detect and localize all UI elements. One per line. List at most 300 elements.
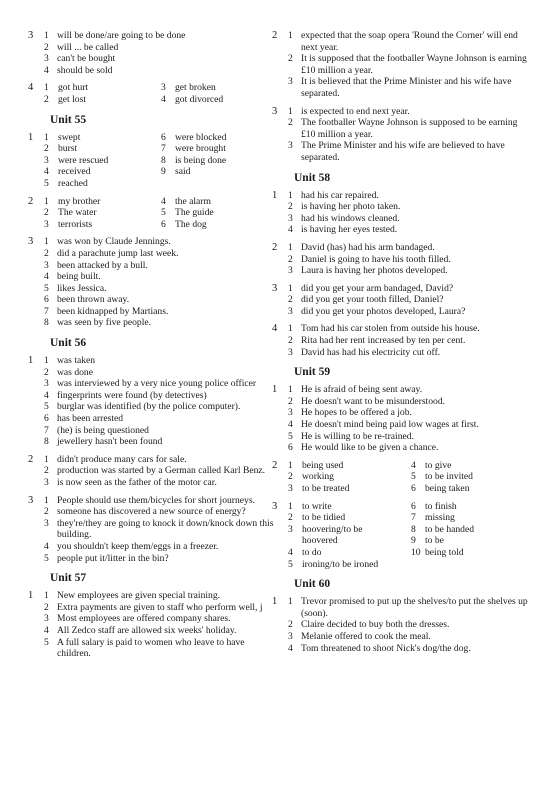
answer-number: 2 — [44, 143, 49, 155]
answer-item — [288, 76, 534, 99]
answer-item — [44, 553, 278, 565]
answer-number: 2 — [288, 619, 293, 631]
answer-text: was seen by five people. — [57, 317, 152, 329]
unit-heading: Unit 56 — [50, 337, 87, 350]
answer-item — [44, 590, 278, 602]
answer-item — [288, 384, 534, 396]
answer-number: 2 — [44, 506, 49, 518]
answer-text: jewellery hasn't been found — [57, 436, 163, 448]
answer-text: had his windows cleaned. — [301, 212, 400, 224]
answer-item — [44, 378, 278, 390]
answer-number: 5 — [44, 401, 49, 413]
answer-number: 4 — [44, 389, 49, 401]
answer-item — [288, 431, 534, 443]
answer-number: 5 — [288, 430, 293, 442]
answer-text: Trevor promised to put up the shelves/to put the shelves up (soon). — [301, 596, 528, 619]
answer-text: is having her eyes tested. — [301, 224, 398, 236]
answer-text: terrorists — [58, 218, 93, 230]
answer-text: to be treated — [302, 483, 350, 494]
answer-number: 3 — [44, 259, 49, 271]
answer-item — [288, 106, 534, 118]
answer-text: to be tidied — [302, 512, 346, 524]
answer-text: He is afraid of being sent away. — [301, 384, 423, 396]
answer-text: got divorced — [175, 93, 224, 105]
answer-text: Extra payments are given to staff who perform well, j — [57, 601, 263, 613]
answer-text: missing — [425, 512, 455, 524]
answer-item — [44, 495, 278, 507]
answer-number: 4 — [161, 93, 166, 105]
answer-text: David has had his electricity cut off. — [301, 346, 441, 358]
answer-number: 9 — [161, 166, 166, 178]
answer-list — [28, 590, 278, 660]
answer-grid — [272, 460, 534, 495]
answer-number: 1 — [288, 241, 293, 253]
answer-item — [44, 42, 278, 54]
answer-number: 4 — [44, 271, 49, 283]
answer-number: 10 — [411, 546, 421, 558]
answer-item — [44, 518, 278, 541]
answer-item — [288, 442, 534, 454]
exercise-number: 3 — [272, 105, 278, 117]
answer-text: said — [175, 166, 191, 178]
answer-item — [44, 317, 278, 329]
answer-number: 8 — [411, 523, 416, 535]
answer-number: 2 — [288, 395, 293, 407]
answer-number: 1 — [44, 236, 49, 248]
answer-text: you shouldn't keep them/eggs in a freezer. — [57, 540, 219, 552]
answer-number: 2 — [44, 366, 49, 378]
answer-number: 1 — [44, 195, 49, 207]
answer-number: 1 — [288, 500, 293, 512]
answer-text: He hopes to be offered a job. — [301, 407, 412, 419]
answer-text: All Zedco staff are allowed six weeks' holiday. — [57, 624, 237, 636]
answer-text: being told — [425, 546, 464, 558]
answer-item — [288, 596, 534, 619]
answer-text: being taken — [425, 483, 470, 494]
answer-number: 1 — [44, 494, 49, 506]
answer-item — [288, 265, 534, 277]
answer-item — [44, 30, 278, 42]
answer-item — [288, 283, 534, 295]
exercise-number: 1 — [272, 596, 278, 608]
answer-item — [44, 53, 278, 65]
answer-item — [44, 65, 278, 77]
answer-number: 3 — [44, 378, 49, 390]
answer-text: reached — [58, 177, 88, 189]
exercise-section — [28, 495, 278, 565]
answer-item — [44, 436, 278, 448]
answer-item — [44, 367, 278, 379]
answer-number: 3 — [288, 212, 293, 224]
unit-heading: Unit 57 — [50, 572, 87, 585]
answer-item — [44, 425, 278, 437]
answer-number: 1 — [44, 355, 49, 367]
exercise-section — [272, 384, 534, 454]
answer-list — [272, 384, 534, 454]
answer-number: 1 — [44, 82, 49, 94]
answer-text: were rescued — [58, 154, 109, 166]
answer-item — [44, 355, 278, 367]
unit-heading: Unit 60 — [294, 578, 331, 591]
answer-text: received — [58, 166, 91, 178]
answer-text: Daniel is going to have his tooth filled. — [301, 253, 451, 265]
answer-number: 1 — [44, 453, 49, 465]
answer-text: did you get your photos developed, Laura? — [301, 305, 466, 317]
answer-item — [44, 390, 278, 402]
exercise-number: 1 — [28, 131, 34, 143]
answer-text: were brought — [175, 143, 226, 155]
answer-number: 1 — [288, 596, 293, 608]
answer-item — [288, 242, 534, 254]
answer-number: 3 — [288, 305, 293, 317]
exercise-section — [272, 30, 534, 100]
answer-grid — [28, 196, 278, 231]
answer-list — [28, 495, 278, 565]
answer-number: 1 — [288, 323, 293, 335]
answer-number: 5 — [161, 207, 166, 219]
answer-number: 9 — [411, 535, 416, 547]
answer-text: Tom had his car stolen from outside his house. — [301, 323, 480, 335]
answer-number: 1 — [288, 189, 293, 201]
answer-text: to be invited — [425, 471, 473, 483]
answer-text: to write — [302, 500, 332, 512]
answer-item — [44, 602, 278, 614]
answer-item — [288, 335, 534, 347]
answer-number: 2 — [288, 335, 293, 347]
answer-list — [28, 30, 278, 76]
answer-text: is having her photo taken. — [301, 201, 401, 213]
answer-text: fingerprints were found (by detectives) — [57, 389, 207, 401]
answer-number: 2 — [44, 207, 49, 219]
answer-text: will ... be called — [57, 41, 119, 53]
answer-item — [288, 53, 534, 76]
answer-text: should be sold — [57, 64, 113, 76]
answer-number — [288, 535, 302, 547]
exercise-number: 2 — [272, 459, 278, 471]
answer-number: 6 — [44, 413, 49, 425]
exercise-section — [272, 190, 534, 236]
answer-number: 1 — [44, 131, 49, 143]
answer-text: He would like to be given a chance. — [301, 442, 439, 454]
answer-number: 1 — [44, 590, 49, 602]
answer-number: 3 — [288, 346, 293, 358]
answer-text: someone has discovered a new source of energy? — [57, 506, 246, 518]
answer-number: 2 — [288, 201, 293, 213]
answer-text: Tom threatened to shoot Nick's dog/the dog. — [301, 642, 471, 654]
answer-text: Melanie offered to cook the meal. — [301, 630, 431, 642]
exercise-number: 1 — [28, 590, 34, 602]
answer-text: been thrown away. — [57, 294, 130, 306]
answer-number: 1 — [288, 384, 293, 396]
answer-text: He is willing to be re-trained. — [301, 430, 414, 442]
answer-item — [44, 283, 278, 295]
answer-list — [272, 30, 534, 100]
answer-item — [44, 506, 278, 518]
answer-number: 2 — [288, 117, 293, 129]
answer-item — [288, 117, 534, 140]
answer-number: 1 — [44, 30, 49, 41]
exercise-number: 2 — [272, 30, 278, 41]
answer-number: 6 — [411, 500, 416, 512]
answer-item — [44, 260, 278, 272]
answer-grid — [272, 501, 534, 571]
unit-heading: Unit 55 — [50, 113, 87, 126]
answer-text: did a parachute jump last week. — [57, 247, 179, 259]
answer-text: to be — [425, 535, 444, 547]
answer-list — [272, 190, 534, 236]
answer-item — [288, 224, 534, 236]
answer-item — [288, 306, 534, 318]
answer-text: been kidnapped by Martians. — [57, 305, 169, 317]
answer-item — [288, 201, 534, 213]
answer-number: 4 — [44, 540, 49, 552]
answer-number: 6 — [288, 442, 293, 454]
answer-item — [44, 306, 278, 318]
answer-number: 3 — [288, 140, 293, 152]
answer-text: was taken — [57, 355, 96, 367]
answer-number — [411, 559, 425, 571]
answer-number: 4 — [288, 642, 293, 654]
answer-number: 4 — [161, 195, 166, 207]
answer-item — [288, 347, 534, 359]
answer-text: to do — [302, 546, 322, 558]
answer-number: 3 — [288, 630, 293, 642]
answer-number: 2 — [44, 601, 49, 613]
exercise-number: 1 — [272, 189, 278, 201]
answer-item — [44, 541, 278, 553]
exercise-number: 2 — [28, 195, 34, 207]
left-column — [28, 30, 278, 666]
answer-text: swept — [58, 131, 81, 143]
exercise-number: 1 — [28, 355, 34, 367]
answer-number: 3 — [288, 407, 293, 419]
answer-item — [44, 637, 278, 660]
answer-list — [28, 236, 278, 329]
answer-number: 2 — [288, 294, 293, 306]
exercise-section — [28, 590, 278, 660]
exercise-section — [28, 196, 278, 231]
answer-number: 8 — [44, 436, 49, 448]
answer-item — [44, 454, 278, 466]
answer-number: 3 — [44, 517, 49, 529]
answer-item — [288, 294, 534, 306]
answer-item — [44, 271, 278, 283]
answer-text: He doesn't want to be misunderstood. — [301, 395, 446, 407]
answer-number: 2 — [44, 465, 49, 477]
answer-number: 8 — [44, 317, 49, 329]
answer-text: were blocked — [175, 131, 227, 143]
answer-number: 5 — [411, 471, 416, 483]
answer-text: Laura is having her photos developed. — [301, 265, 448, 277]
answer-number: 4 — [44, 624, 49, 636]
exercise-number: 3 — [28, 236, 34, 248]
answer-text: Rita had her rent increased by ten per cent. — [301, 335, 466, 347]
answer-text: He doesn't mind being paid low wages at first. — [301, 419, 479, 431]
answer-number: 7 — [411, 512, 416, 524]
answer-text: The water — [58, 207, 97, 219]
exercise-number: 1 — [272, 384, 278, 396]
answer-text: is now seen as the father of the motor car. — [57, 477, 217, 488]
answer-number: 7 — [161, 143, 166, 155]
answer-text — [425, 559, 534, 571]
answer-text: didn't produce many cars for sale. — [57, 453, 187, 465]
answer-item — [288, 140, 534, 163]
exercise-section — [28, 454, 278, 489]
answer-text: being built. — [57, 271, 101, 283]
answer-text: It is supposed that the footballer Wayne Johnson is earning £10 million a year. — [301, 53, 527, 76]
answer-number: 2 — [44, 247, 49, 259]
answer-item — [288, 190, 534, 202]
answer-list — [272, 283, 534, 318]
answer-item — [44, 248, 278, 260]
answer-text: to be handed — [425, 523, 475, 535]
answer-item — [288, 254, 534, 266]
answer-number: 5 — [44, 282, 49, 294]
answer-number: 3 — [44, 218, 49, 230]
answer-number: 6 — [161, 131, 166, 143]
answer-text: to finish — [425, 500, 457, 512]
answer-number: 3 — [44, 154, 49, 166]
answer-text: production was started by a German called Karl Benz. — [57, 465, 266, 477]
answer-number: 3 — [288, 523, 293, 535]
answer-text: New employees are given special training. — [57, 590, 221, 602]
answer-number: 1 — [288, 105, 293, 117]
answer-item — [44, 465, 278, 477]
answer-text: Claire decided to buy both the dresses. — [301, 619, 450, 631]
answer-item — [44, 401, 278, 413]
answer-text: they're/they are going to knock it down/knock down this building. — [57, 517, 274, 541]
answer-number: 2 — [288, 471, 293, 483]
answer-number: 4 — [288, 224, 293, 236]
answer-text: A full salary is paid to women who leave to have children. — [57, 636, 245, 660]
answer-number: 7 — [44, 305, 49, 317]
answer-item — [44, 477, 278, 489]
answer-list — [272, 242, 534, 277]
answer-text: did you get your tooth filled, Daniel? — [301, 294, 444, 306]
answer-item — [44, 236, 278, 248]
exercise-section — [272, 323, 534, 358]
answer-text: is expected to end next year. — [301, 105, 410, 117]
exercise-number: 3 — [272, 500, 278, 512]
answer-text: hoovered — [302, 535, 338, 547]
answer-number: 3 — [288, 76, 293, 88]
answer-text: David (has) had his arm bandaged. — [301, 241, 435, 253]
exercise-section — [272, 596, 534, 654]
answer-item — [288, 419, 534, 431]
answer-text: did you get your arm bandaged, David? — [301, 282, 454, 294]
answer-number: 4 — [288, 546, 293, 558]
exercise-section — [272, 501, 534, 571]
answer-number: 3 — [288, 483, 293, 494]
answer-text: (he) is being questioned — [57, 424, 149, 436]
answer-number: 2 — [288, 253, 293, 265]
unit-heading: Unit 58 — [294, 171, 331, 184]
answer-text: get broken — [175, 82, 216, 94]
exercise-number: 4 — [272, 323, 278, 335]
answer-number: 2 — [288, 53, 293, 65]
answer-number: 3 — [44, 477, 49, 488]
answer-text: The footballer Wayne Johnson is supposed to be earning £10 million a year. — [301, 117, 518, 140]
answer-text: to give — [425, 459, 452, 471]
answer-item — [288, 396, 534, 408]
unit-heading: Unit 59 — [294, 366, 331, 379]
exercise-number: 3 — [272, 282, 278, 294]
answer-grid — [28, 132, 278, 190]
answer-text: burst — [58, 143, 78, 155]
answer-text: was interviewed by a very nice young police officer — [57, 378, 257, 390]
answer-text: the alarm — [175, 195, 211, 207]
answer-text: Most employees are offered company shares. — [57, 613, 231, 625]
answer-text: was done — [57, 366, 93, 378]
answer-grid — [28, 82, 278, 105]
exercise-section — [28, 236, 278, 329]
answer-number: 3 — [161, 82, 166, 94]
answer-number: 4 — [44, 64, 49, 76]
exercise-section — [272, 106, 534, 164]
answer-text: my brother — [58, 195, 101, 207]
answer-text: got hurt — [58, 82, 89, 94]
exercise-section — [28, 30, 278, 76]
answer-text: can't be bought — [57, 53, 116, 65]
answer-text: was won by Claude Jennings. — [57, 236, 171, 248]
answer-text: been attacked by a bull. — [57, 259, 148, 271]
answer-text: has been arrested — [57, 413, 124, 425]
exercise-section — [272, 283, 534, 318]
exercise-section — [28, 82, 278, 105]
answer-item — [44, 294, 278, 306]
answer-number: 4 — [44, 166, 49, 178]
answer-number: 3 — [44, 613, 49, 625]
answer-text: The Prime Minister and his wife are believed to have separated. — [301, 140, 505, 163]
answer-number: 6 — [411, 483, 416, 494]
answer-text: people put it/litter in the bin? — [57, 552, 169, 564]
answer-item — [288, 643, 534, 655]
answer-list — [272, 323, 534, 358]
answer-number: 5 — [44, 636, 49, 648]
answer-text: ironing/to be ironed — [302, 558, 379, 570]
answer-item — [288, 323, 534, 335]
answer-text: is being done — [175, 154, 227, 166]
answer-number: 6 — [44, 294, 49, 306]
exercise-section — [28, 355, 278, 448]
answer-number: 4 — [288, 419, 293, 431]
answer-number: 6 — [161, 218, 166, 230]
answer-number: 2 — [44, 41, 49, 53]
answer-text: People should use them/bicycles for short journeys. — [57, 494, 255, 506]
answer-item — [44, 413, 278, 425]
answer-number — [161, 178, 175, 190]
answer-number: 5 — [44, 177, 49, 189]
exercise-number: 4 — [28, 82, 34, 94]
answer-item — [44, 613, 278, 625]
exercise-number: 2 — [272, 241, 278, 253]
answer-list — [272, 596, 534, 654]
answer-list — [272, 106, 534, 164]
answer-text: will be done/are going to be done — [57, 30, 186, 41]
exercise-number: 3 — [28, 494, 34, 506]
answer-number: 8 — [161, 154, 166, 166]
exercise-section — [272, 242, 534, 277]
answer-text: It is believed that the Prime Minister and his wife have separated. — [301, 76, 512, 99]
answer-text: The dog — [175, 218, 207, 230]
answer-number: 2 — [288, 512, 293, 524]
answer-item — [288, 631, 534, 643]
answer-text: get lost — [58, 93, 86, 105]
answer-number: 5 — [288, 558, 293, 570]
exercise-section — [28, 132, 278, 190]
exercise-number: 2 — [28, 453, 34, 465]
answer-text: expected that the soap opera 'Round the Corner' will end next year. — [301, 30, 518, 53]
